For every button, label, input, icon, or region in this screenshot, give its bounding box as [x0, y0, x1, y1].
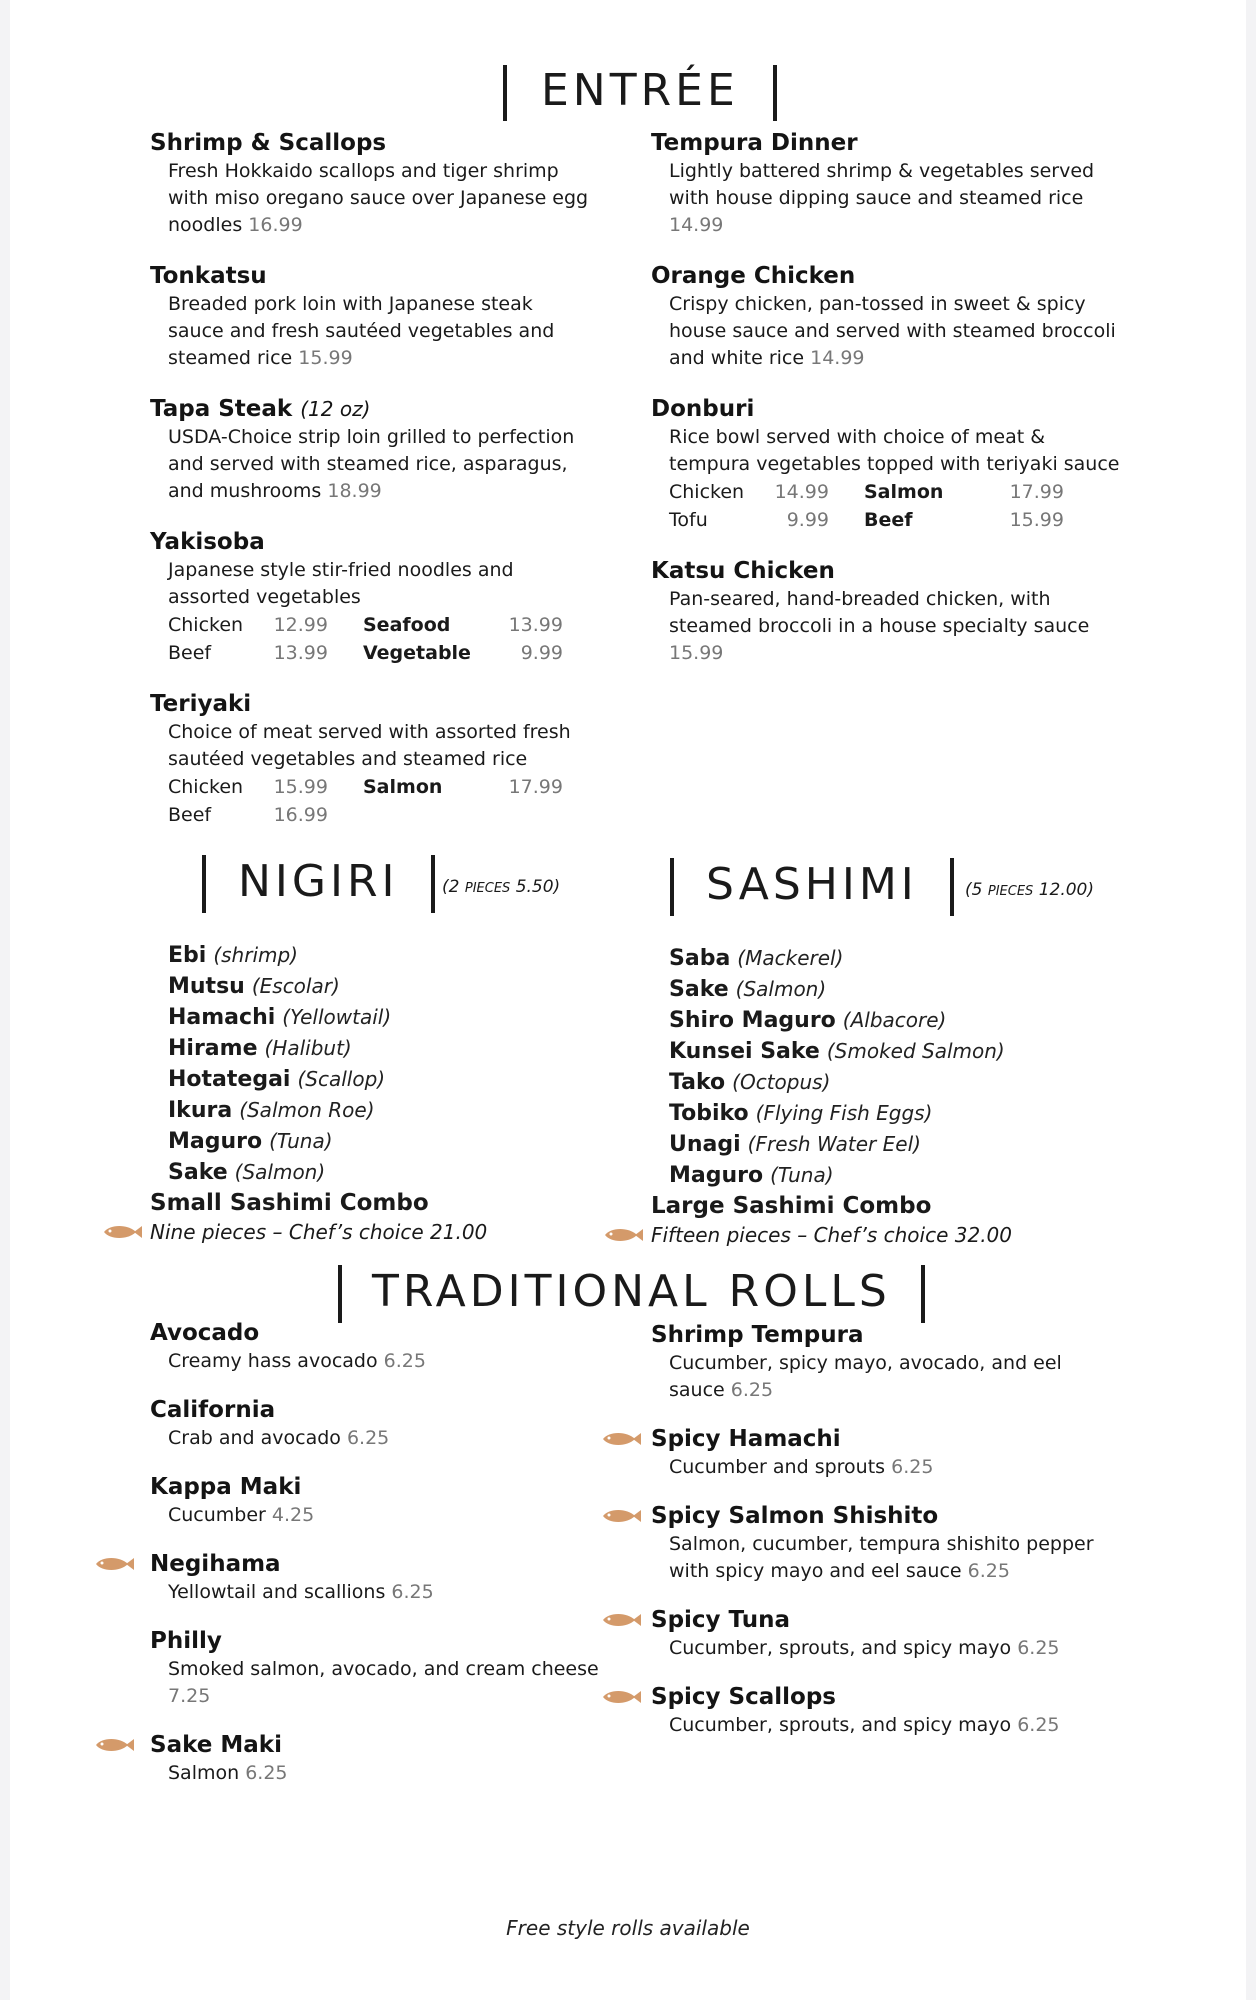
roll-item: Philly Smoked salmon, avocado, and cream cheese 7.25	[150, 1628, 599, 1707]
price-row: Tofu 9.99 Beef 15.99	[669, 509, 1064, 531]
menu-item-donburi: Donburi Rice bowl served with choice of meat & tempura vegetables topped with teriyaki sauce Chicken 14.99 Salmon 17.99 Tofu 9.99 Beef 15.99	[651, 394, 1121, 534]
menu-page	[10, 0, 1246, 2000]
list-item: Kunsei Sake (Smoked Salmon)	[669, 1039, 1005, 1064]
list-item: Ikura (Salmon Roe)	[168, 1098, 375, 1123]
footer-note: Free style rolls available	[506, 1916, 750, 1940]
spicy-fish-icon	[92, 1736, 134, 1754]
menu-item: Tonkatsu Breaded pork loin with Japanese steak sauce and fresh sautéed vegetables and steamed rice 15.99	[150, 263, 555, 369]
price-row: Chicken 12.99 Seafood 13.99	[168, 614, 563, 636]
spicy-fish-icon	[599, 1688, 641, 1706]
combo-desc: Nine pieces – Chef’s choice 21.00	[150, 1218, 570, 1246]
combo-name: Small Sashimi Combo	[150, 1190, 429, 1216]
menu-item: Shrimp & Scallops Fresh Hokkaido scallops and tiger shrimp with miso oregano sauce over Japanese egg noodles 16.99	[150, 130, 589, 236]
list-item: Ebi (shrimp)	[168, 943, 298, 968]
list-item: Hotategai (Scallop)	[168, 1067, 386, 1092]
nigiri-title: NIGIRI	[202, 852, 435, 913]
list-item: Hirame (Halibut)	[168, 1036, 352, 1061]
roll-item: Spicy Hamachi Cucumber and sprouts 6.25	[651, 1424, 1121, 1481]
menu-item-yakisoba: Yakisoba Japanese style stir-fried noodles and assorted vegetables Chicken 12.99 Seafood 13.99 Beef 13.99 Vegetable 9.99	[150, 527, 590, 667]
menu-item-katsu: Katsu Chicken Pan-seared, hand-breaded chicken, with steamed broccoli in a house specialty sauce 15.99	[651, 558, 1090, 664]
menu-item: Tempura Dinner Lightly battered shrimp & vegetables served with house dipping sauce and steamed rice 14.99	[651, 130, 1095, 236]
roll-item: Avocado Creamy hass avocado 6.25	[150, 1320, 426, 1372]
list-item: Mutsu (Escolar)	[168, 974, 340, 999]
list-item: Sake (Salmon)	[168, 1160, 326, 1185]
price-row: Beef 13.99 Vegetable 9.99	[168, 642, 563, 664]
spicy-fish-icon	[599, 1430, 641, 1448]
list-item: Maguro (Tuna)	[168, 1129, 333, 1154]
roll-item: Spicy Scallops Cucumber, sprouts, and spicy mayo 6.25	[651, 1682, 1121, 1739]
rolls-right-column	[651, 1320, 1121, 1759]
roll-item: Spicy Tuna Cucumber, sprouts, and spicy mayo 6.25	[651, 1605, 1121, 1662]
spicy-fish-icon	[100, 1223, 142, 1241]
list-item: Tako (Octopus)	[669, 1070, 831, 1095]
list-item: Shiro Maguro (Albacore)	[669, 1008, 947, 1033]
price-row: Chicken 15.99 Salmon 17.99	[168, 776, 563, 798]
roll-item: Sake Maki Salmon 6.25	[150, 1730, 600, 1787]
list-item: Sake (Salmon)	[669, 977, 827, 1002]
menu-item: Orange Chicken Crispy chicken, pan-tossed in sweet & spicy house sauce and served with steamed broccoli and white rice 14.99	[651, 263, 1116, 369]
roll-item: Shrimp Tempura Cucumber, spicy mayo, avocado, and eel sauce 6.25	[651, 1322, 1062, 1401]
list-item: Maguro (Tuna)	[669, 1163, 834, 1188]
roll-item: Kappa Maki Cucumber 4.25	[150, 1474, 315, 1526]
menu-item: Tapa Steak (12 oz) USDA-Choice strip loin grilled to perfection and served with steamed rice, asparagus, and mushrooms 18.99	[150, 396, 575, 502]
spicy-fish-icon	[599, 1611, 641, 1629]
price-row: Chicken 14.99 Salmon 17.99	[669, 481, 1064, 503]
roll-item: California Crab and avocado 6.25	[150, 1397, 390, 1449]
nigiri-price-note: (2 PIECES 5.50)	[442, 877, 561, 897]
rolls-left-column	[150, 1318, 600, 1807]
list-item: Saba (Mackerel)	[669, 946, 844, 971]
list-item: Hamachi (Yellowtail)	[168, 1005, 392, 1030]
sashimi-list	[651, 943, 1111, 1249]
entree-title: ENTRÉE	[503, 62, 777, 121]
nigiri-list	[150, 940, 570, 1246]
combo-name: Large Sashimi Combo	[651, 1193, 932, 1219]
rolls-title: TRADITIONAL ROLLS	[338, 1262, 925, 1323]
list-item: Unagi (Fresh Water Eel)	[669, 1132, 921, 1157]
list-item: Tobiko (Flying Fish Eggs)	[669, 1101, 933, 1126]
roll-item: Spicy Salmon Shishito Salmon, cucumber, tempura shishito pepper with spicy mayo and eel sauce 6.25	[651, 1501, 1121, 1585]
sashimi-title: SASHIMI	[670, 855, 954, 916]
menu-item-teriyaki: Teriyaki Choice of meat served with assorted fresh sautéed vegetables and steamed rice Chicken 15.99 Salmon 17.99 Beef 16.99	[150, 689, 590, 829]
spicy-fish-icon	[601, 1226, 643, 1244]
entree-right-column	[651, 128, 1121, 689]
combo-desc: Fifteen pieces – Chef’s choice 32.00	[651, 1221, 1111, 1249]
sashimi-price-note: (5 PIECES 12.00)	[965, 880, 1095, 900]
spicy-fish-icon	[92, 1555, 134, 1573]
price-row: Beef 16.99	[168, 804, 328, 826]
entree-left-column	[150, 128, 590, 851]
spicy-fish-icon	[599, 1507, 641, 1525]
roll-item: Negihama Yellowtail and scallions 6.25	[150, 1549, 600, 1606]
